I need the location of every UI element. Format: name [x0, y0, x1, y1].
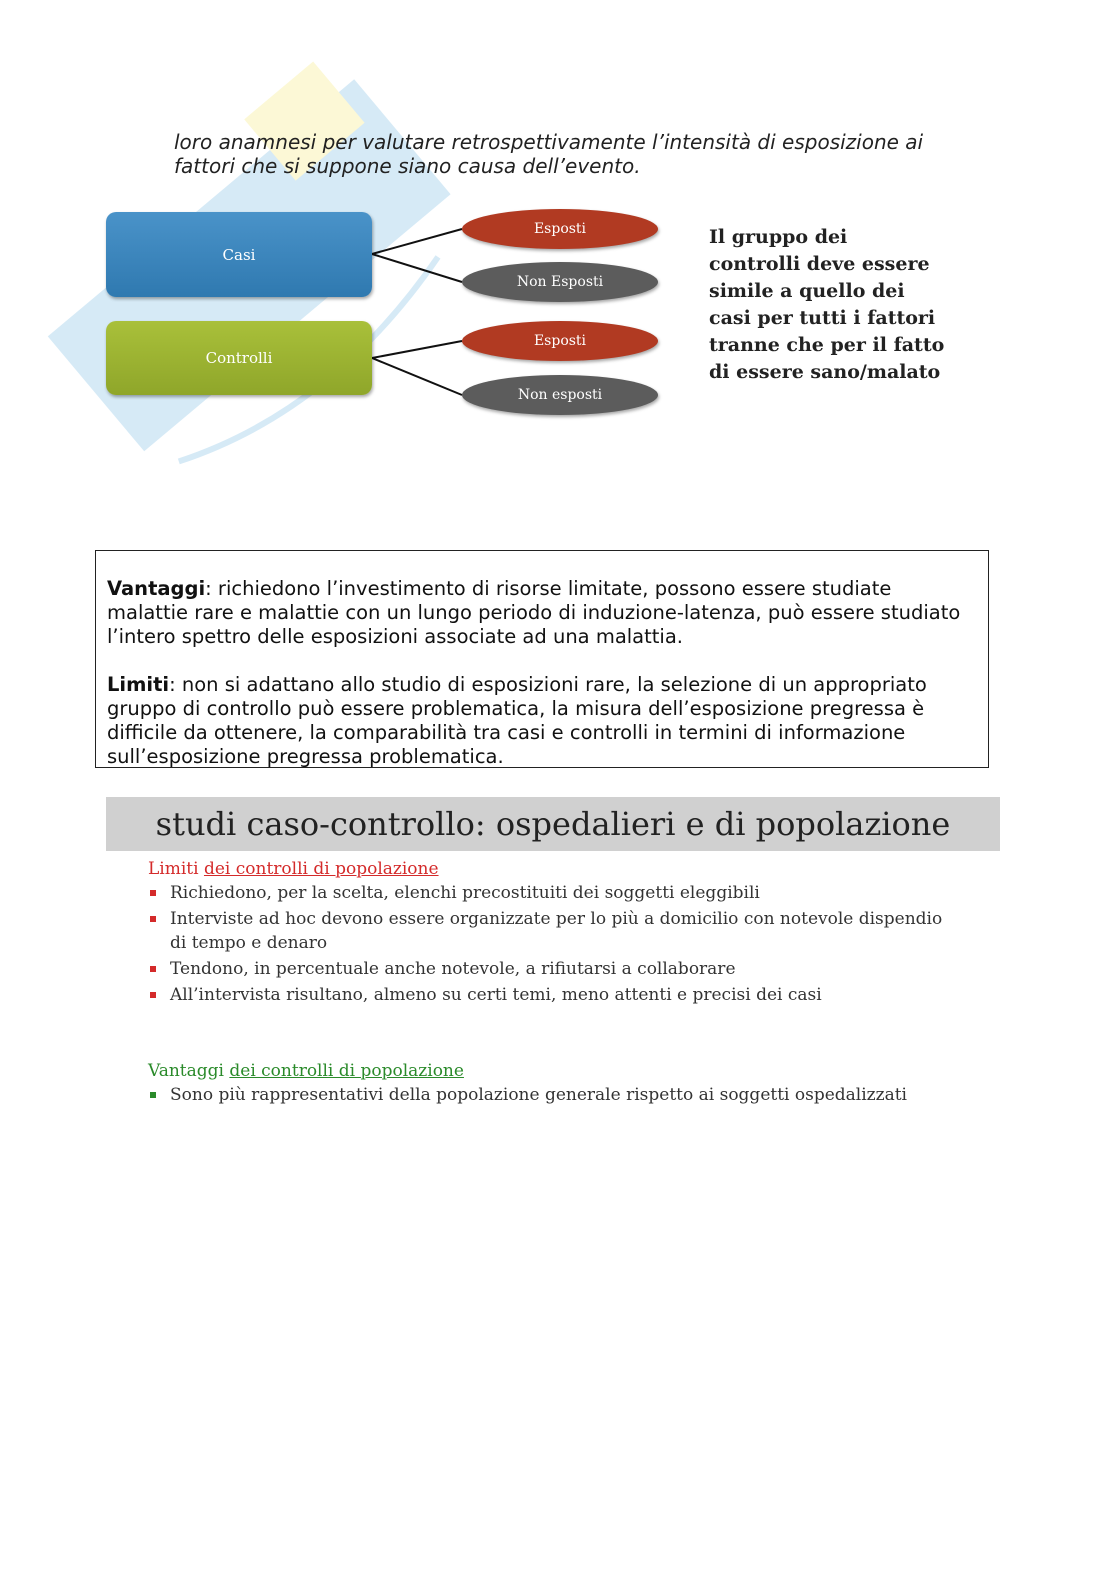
controlli-box: Controlli [106, 321, 372, 395]
limiti-section [148, 857, 960, 1009]
list-item [148, 1083, 960, 1107]
connector-controlli-esposti [372, 341, 462, 358]
bullet-square-icon [150, 1092, 156, 1098]
casi-esposti-oval: Esposti [462, 209, 658, 249]
connector-casi-non-esposti [372, 254, 462, 282]
vantaggi-title-prefix: Vantaggi [148, 1061, 224, 1081]
casi-box: Casi [106, 212, 372, 297]
side-note-line: simile a quello dei [709, 280, 905, 302]
controlli-non-esposti-oval: Non esposti [462, 375, 658, 415]
limiti-label: Limiti [107, 673, 170, 696]
side-note-line: di essere sano/malato [709, 361, 941, 383]
list-item [148, 983, 960, 1007]
vantaggi-list [148, 1083, 960, 1107]
controlli-esposti-oval: Esposti [462, 321, 658, 361]
limiti-list [148, 881, 960, 1007]
vantaggi-section-title [148, 1059, 960, 1083]
slide-heading: studi caso-controllo: ospedalieri e di popolazione [106, 797, 1000, 851]
bullet-square-icon [150, 890, 156, 896]
limiti-text: : non si adattano allo studio di esposizioni rare, la selezione di un appropriato gruppo di controllo può essere problematica, la misura dell’esposizione pregressa è difficile da ottenere, la comparabilità tra casi e controlli in termini di informazione sull’esposizione pregressa problematica. [107, 673, 927, 768]
list-item-text: Richiedono, per la scelta, elenchi precostituiti dei soggetti eleggibili [170, 883, 760, 903]
list-item-text: Interviste ad hoc devono essere organizzate per lo più a domicilio con notevole dispendio di tempo e denaro [170, 909, 943, 953]
vantaggi-paragraph [107, 577, 978, 649]
vantaggi-label: Vantaggi [107, 577, 206, 600]
intro-line-2: fattori che si suppone siano causa dell’evento. [174, 154, 641, 178]
pros-cons-box [95, 550, 989, 768]
limiti-section-title [148, 857, 960, 881]
list-item-text: Tendono, in percentuale anche notevole, a rifiutarsi a collaborare [170, 959, 736, 979]
vantaggi-text: : richiedono l’investimento di risorse limitate, possono essere studiate malattie rare e malattie con un lungo periodo di induzione-latenza, può essere studiato l’intero spettro delle esposizioni associate ad una malattia. [107, 577, 961, 648]
limiti-title-underlined: dei controlli di popolazione [203, 859, 439, 879]
intro-paragraph [174, 130, 974, 178]
diagram-side-note [709, 224, 959, 386]
side-note-line: Il gruppo dei [709, 226, 848, 248]
vantaggi-section [148, 1059, 960, 1109]
intro-line-1: loro anamnesi per valutare retrospettivamente l’intensità di esposizione ai [174, 130, 924, 154]
side-note-line: casi per tutti i fattori [709, 307, 936, 329]
list-item-text: All’intervista risultano, almeno su certi temi, meno attenti e precisi dei casi [170, 985, 822, 1005]
list-item-text: Sono più rappresentativi della popolazione generale rispetto ai soggetti ospedalizzati [170, 1085, 907, 1105]
bullet-square-icon [150, 992, 156, 998]
limiti-title-prefix: Limiti [148, 859, 199, 879]
list-item [148, 881, 960, 905]
case-control-diagram [100, 200, 680, 430]
bullet-square-icon [150, 966, 156, 972]
connector-controlli-non-esposti [372, 358, 462, 395]
bullet-square-icon [150, 916, 156, 922]
side-note-line: controlli deve essere [709, 253, 930, 275]
connector-casi-esposti [372, 229, 462, 254]
list-item [148, 907, 960, 955]
limiti-paragraph [107, 673, 978, 769]
vantaggi-title-underlined: dei controlli di popolazione [229, 1061, 464, 1081]
list-item [148, 957, 960, 981]
casi-non-esposti-oval: Non Esposti [462, 262, 658, 302]
side-note-line: tranne che per il fatto [709, 334, 945, 356]
